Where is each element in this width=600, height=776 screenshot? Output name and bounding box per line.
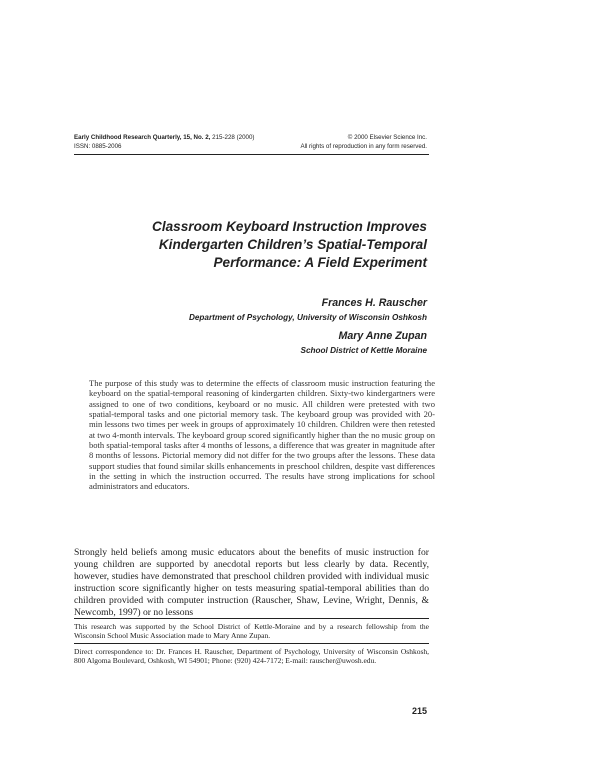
footnote-correspondence: Direct correspondence to: Dr. Frances H. Rauscher, Department of Psychology, University of Wisconsin Oshkosh, 800 Algoma Boulevard, Oshkosh, WI 54901; Phone: (920) 424-7172; E-mail: rauscher@uwosh.edu. [74,647,429,666]
copyright: © 2000 Elsevier Science Inc. [347,134,427,141]
title-line-1: Classroom Keyboard Instruction Improves [152,219,427,234]
article-title [152,218,427,272]
page-number: 215 [411,706,427,716]
author-affiliation-1: Department of Psychology, University of Wisconsin Oshkosh [188,313,427,322]
abstract: The purpose of this study was to determine the effects of classroom music instruction featuring the keyboard on the spatial-temporal reasoning of kindergarten children. Sixty-two kindergartners were assigned to one of two conditions, keyboard or no music. All children were pretested with two spatial-temporal tasks and one pictorial memory task. The keyboard group was provided with 20-min lessons two times per week in groups of approximately 10 children. Children were then retested at two 4-month intervals. The keyboard group scored significantly higher than the no music group on both spatial-temporal tasks after 4 months of lessons, a difference that was greater in magnitude after 8 months of lessons. Pictorial memory did not differ for the two groups after the lessons. These data support studies that found similar skills enhancements in preschool children, despite vast differences in the setting in which the instruction occurred. The results have strong implications for school administrators and educators. [89,378,435,492]
body-paragraph: Strongly held beliefs among music educators about the benefits of music instruction for young children are supported by anecdotal reports but less clearly by data. Recently, however, studies have demonstrated that preschool children provided with individual music instruction score significantly higher on tests measuring spatial-temporal abilities than do children provided with computer instruction (Rauscher, Shaw, Levine, Wright, Dennis, & Newcomb, 1997) or no lessons [74,547,429,619]
author-name-1: Frances H. Rauscher [321,297,427,309]
author-name-2: Mary Anne Zupan [338,330,427,342]
journal-citation [74,133,254,142]
author-affiliation-2: School District of Kettle Moraine [300,346,427,355]
title-line-2: Kindergarten Children’s Spatial-Temporal [158,237,427,252]
issn: ISSN: 0885-2006 [74,143,122,150]
journal-pages: 215-228 (2000) [212,134,255,141]
rights: All rights of reproduction in any form reserved. [300,143,427,150]
footnote-rule [74,618,429,619]
title-line-3: Performance: A Field Experiment [213,255,427,270]
header-rule [74,154,429,155]
journal-name: Early Childhood Research Quarterly, 15, No. 2, [74,134,211,141]
footnote-support: This research was supported by the School District of Kettle-Moraine and by a research fellowship from the Wisconsin School Music Association made to Mary Anne Zupan. [74,622,429,641]
footnote-divider [74,643,429,644]
